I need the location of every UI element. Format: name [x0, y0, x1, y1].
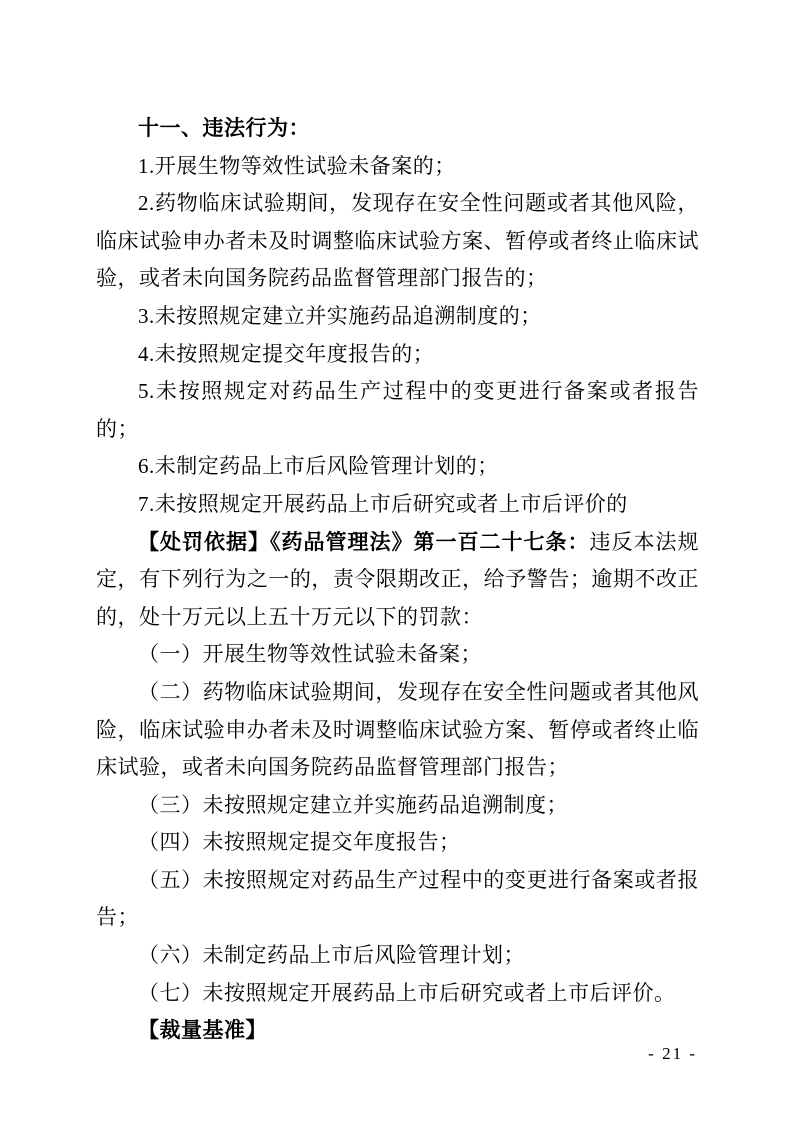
document-content — [96, 110, 699, 1050]
violation-item-3: 3.未按照规定建立并实施药品追溯制度的； — [138, 303, 542, 328]
violation-item-5: 5.未按照规定对药品生产过程中的变更进行备案或者报告的； — [96, 379, 699, 441]
penalty-basis-text: 违反本法规定，有下列行为之一的，责令限期改正，给予警告；逾期不改正的，处十万元以上五十万元以下的罚款： — [96, 529, 699, 629]
section-heading: 十一、违法行为： — [138, 116, 310, 140]
penalty-clause-4: （四）未按照规定提交年度报告； — [138, 830, 461, 855]
page-number: - 21 - — [648, 1044, 697, 1063]
penalty-basis-paragraph — [96, 524, 699, 637]
penalty-clause-5: （五）未按照规定对药品生产过程中的变更进行备案或者报告； — [96, 867, 699, 930]
violation-item-2: 2.药物临床试验期间，发现存在安全性问题或者其他风险，临床试验申办者未及时调整临床试验方案、暂停或者终止临床试验，或者未向国务院药品监督管理部门报告的； — [96, 191, 699, 291]
penalty-clause-1: （一）开展生物等效性试验未备案； — [138, 642, 482, 667]
penalty-clause-6: （六）未制定药品上市后风险管理计划； — [138, 943, 525, 968]
violation-item-4: 4.未按照规定提交年度报告的； — [138, 341, 435, 366]
violation-item-1: 1.开展生物等效性试验未备案的； — [138, 153, 456, 178]
penalty-clause-7: （七）未按照规定开展药品上市后研究或者上市后评价。 — [138, 980, 676, 1005]
penalty-clause-3: （三）未按照规定建立并实施药品追溯制度； — [138, 792, 568, 817]
penalty-clause-2: （二）药物临床试验期间，发现存在安全性问题或者其他风险，临床试验申办者未及时调整临床试验方案、暂停或者终止临床试验，或者未向国务院药品监督管理部门报告； — [96, 679, 699, 780]
violation-item-7: 7.未按照规定开展药品上市后研究或者上市后评价的 — [138, 491, 628, 516]
discretion-heading: 【裁量基准】 — [138, 1018, 267, 1043]
violation-item-6: 6.未制定药品上市后风险管理计划的； — [138, 454, 499, 479]
penalty-basis-label: 【处罚依据】《药品管理法》第一百二十七条： — [138, 529, 590, 554]
